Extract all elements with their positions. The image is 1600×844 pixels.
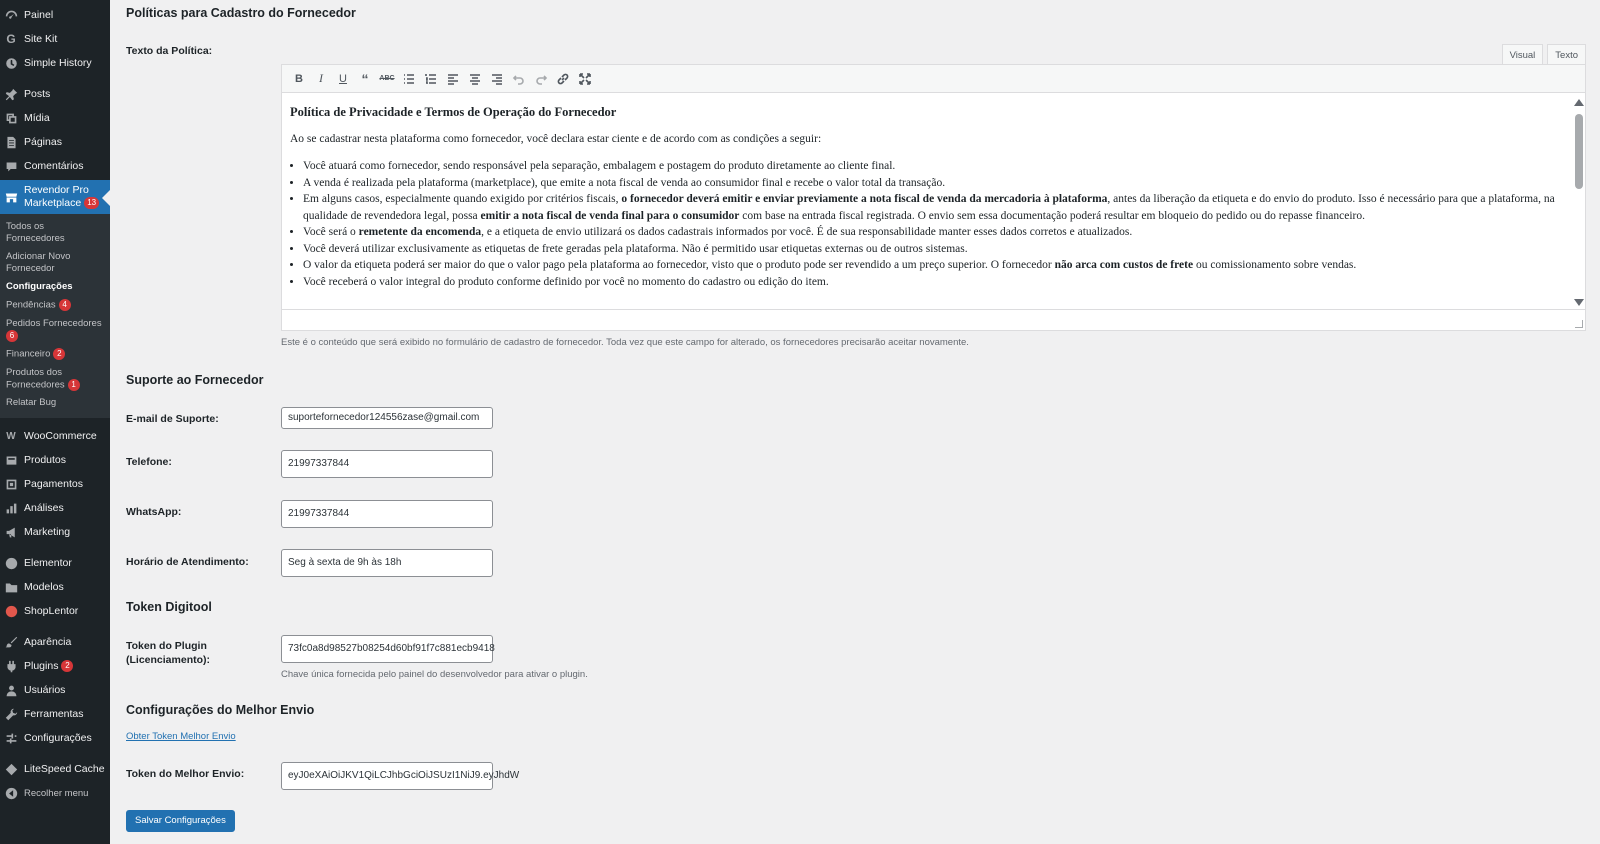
scroll-thumb[interactable]: [1575, 114, 1583, 189]
woo-icon: W: [6, 430, 16, 442]
hours-label: Horário de Atendimento:: [126, 556, 249, 568]
plugins-badge: 2: [61, 660, 73, 672]
policy-heading: Política de Privacidade e Termos de Operação do Fornecedor: [290, 105, 617, 119]
list-item: • Você deverá utilizar exclusivamente as etiquetas de frete geradas pela plataforma. Não é permitido usar etiquetas externas ou de outros sistemas.: [303, 241, 1565, 258]
support-section-title: Suporte ao Fornecedor: [126, 373, 264, 387]
products-icon: [4, 453, 18, 467]
link-icon[interactable]: [552, 68, 574, 90]
pages-icon: [4, 135, 18, 149]
policy-intro: Ao se cadastrar nesta plataforma como fornecedor, você declara estar ciente e de acordo com as condições a seguir:: [290, 132, 822, 145]
revendor-submenu: [0, 214, 110, 418]
numbered-list-icon[interactable]: [420, 68, 442, 90]
menu-produtos[interactable]: Produtos: [0, 448, 110, 472]
menu-pagamentos[interactable]: Pagamentos: [0, 472, 110, 496]
submenu-produtos-fornecedores[interactable]: Produtos dos Fornecedores 1: [0, 364, 90, 395]
token-label: Token do Plugin (Licenciamento):: [126, 640, 211, 666]
undo-icon[interactable]: [508, 68, 530, 90]
menu-comentarios[interactable]: Comentários: [0, 154, 110, 178]
revendor-badge: 13: [84, 197, 99, 209]
folder-icon: [4, 580, 18, 594]
phone-label: Telefone:: [126, 456, 172, 468]
payments-icon: [4, 477, 18, 491]
policy-editor: [281, 64, 1586, 331]
media-icon: [4, 111, 18, 125]
list-item: • O valor da etiqueta poderá ser maior do que o valor pago pela plataforma ao fornecedor, visto que o produto pode ser revendido a um preço superior. O fornecedor não arca com custos de frete ou comissionamento sobre vendas.: [303, 257, 1565, 274]
token-field[interactable]: 73fc0a8d98527b08254d60bf91f7c881ecb9418: [281, 635, 493, 663]
melhor-envio-token-field[interactable]: eyJ0eXAiOiJKV1QiLCJhbGciOiJSUzI1NiJ9.eyJhdW: [281, 762, 493, 790]
user-icon: [4, 683, 18, 697]
blockquote-icon[interactable]: “: [361, 70, 369, 87]
email-label: E-mail de Suporte:: [126, 413, 219, 425]
editor-tabs: [1498, 44, 1586, 66]
phone-field[interactable]: 21997337844: [281, 450, 493, 478]
menu-revendor-pro[interactable]: Revendor Pro Marketplace 13: [0, 180, 110, 214]
submenu-configuracoes[interactable]: Configurações: [6, 281, 73, 292]
dashboard-icon: [4, 8, 18, 22]
editor-content[interactable]: [282, 94, 1573, 310]
pin-icon: [4, 87, 18, 101]
menu-plugins[interactable]: Plugins 2: [0, 654, 110, 678]
collapse-icon: [4, 786, 18, 800]
submenu-pedidos-fornecedores[interactable]: Pedidos Fornecedores 6: [6, 317, 102, 340]
google-g-icon: G: [6, 32, 16, 46]
financeiro-badge: 2: [53, 348, 65, 360]
submenu-relatar-bug[interactable]: Relatar Bug: [6, 397, 57, 409]
align-center-icon[interactable]: [464, 68, 486, 90]
bullet-list-icon[interactable]: [398, 68, 420, 90]
align-left-icon[interactable]: [442, 68, 464, 90]
menu-configuracoes[interactable]: Configurações: [0, 726, 110, 750]
menu-litespeed-cache[interactable]: LiteSpeed Cache: [0, 757, 110, 781]
italic-icon[interactable]: I: [319, 71, 323, 85]
token-description: Chave única fornecida pelo painel do desenvolvedor para ativar o plugin.: [281, 669, 588, 680]
tab-texto[interactable]: Texto: [1547, 44, 1586, 66]
admin-sidebar: [0, 0, 110, 844]
submenu-pendencias[interactable]: Pendências 4: [0, 296, 110, 315]
store-icon: [4, 190, 18, 204]
list-item: • Em alguns casos, especialmente quando exigido por critérios fiscais, o fornecedor deverá emitir e enviar previamente a nota fiscal de venda da mercadoria à plataforma, antes da liberação da etiqueta e do envio do produto. Isso é necessário para que a plataforma, na qualidade de revendedora legal, possa emitir a nota fiscal de venda final para o consumidor com base na entrada fiscal registrada. O envio sem essa documentação poderá resultar em bloqueio do pedido ou do repasse financeiro.: [303, 191, 1565, 224]
bold-icon[interactable]: B: [295, 72, 303, 85]
policy-label: Texto da Política:: [126, 45, 213, 57]
menu-painel[interactable]: Painel: [0, 3, 110, 27]
hours-field[interactable]: Seg à sexta de 9h às 18h: [281, 549, 493, 577]
redo-icon[interactable]: [530, 68, 552, 90]
policy-section-title: Políticas para Cadastro do Fornecedor: [126, 6, 356, 20]
fullscreen-icon[interactable]: [574, 68, 596, 90]
main-content: [110, 0, 1600, 844]
history-icon: [4, 56, 18, 70]
menu-marketing[interactable]: Marketing: [0, 520, 110, 544]
settings-icon: [4, 731, 18, 745]
list-item: • A venda é realizada pela plataforma (marketplace), que emite a nota fiscal de venda ao consumidor final e recebe o valor total da transação.: [303, 175, 1565, 192]
plugin-icon: [4, 659, 18, 673]
token-section-title: Token Digitool: [126, 600, 212, 614]
scroll-down-icon[interactable]: [1574, 299, 1584, 306]
underline-icon[interactable]: U: [339, 72, 347, 85]
shoplentor-icon: [4, 604, 18, 618]
melhor-envio-section-title: Configurações do Melhor Envio: [126, 703, 315, 717]
submenu-financeiro[interactable]: Financeiro 2: [0, 345, 110, 364]
save-button[interactable]: Salvar Configurações: [126, 810, 235, 832]
diamond-icon: [4, 762, 18, 776]
megaphone-icon: [4, 525, 18, 539]
pendencias-badge: 4: [59, 299, 71, 311]
menu-recolher[interactable]: Recolher menu: [0, 781, 110, 805]
comment-icon: [4, 159, 18, 173]
menu-paginas[interactable]: Páginas: [0, 130, 110, 154]
list-item: • Você atuará como fornecedor, sendo responsável pela separação, embalagem e postagem do produto diretamente ao cliente final.: [303, 158, 1565, 175]
brush-icon: [4, 635, 18, 649]
whatsapp-field[interactable]: 21997337844: [281, 500, 493, 528]
strikethrough-icon[interactable]: ABC: [379, 75, 395, 82]
menu-posts[interactable]: Posts: [0, 82, 110, 106]
menu-site-kit[interactable]: G Site Kit: [0, 27, 110, 51]
menu-analises[interactable]: Análises: [0, 496, 110, 520]
menu-elementor[interactable]: Elementor: [0, 551, 110, 575]
resize-handle-icon[interactable]: [1575, 320, 1583, 328]
editor-scrollbar[interactable]: [1573, 94, 1585, 310]
elementor-icon: [4, 556, 18, 570]
menu-shoplentor[interactable]: ShopLentor: [0, 599, 110, 623]
whatsapp-label: WhatsApp:: [126, 506, 182, 518]
menu-woocommerce[interactable]: W WooCommerce: [0, 424, 110, 448]
menu-simple-history[interactable]: Simple History: [0, 51, 110, 75]
melhor-envio-label: Token do Melhor Envio:: [126, 768, 245, 780]
obter-token-link[interactable]: Obter Token Melhor Envio: [126, 731, 236, 742]
pedidos-badge: 6: [6, 330, 18, 342]
menu-midia[interactable]: Mídia: [0, 106, 110, 130]
tab-visual[interactable]: Visual: [1502, 44, 1544, 66]
analytics-icon: [4, 501, 18, 515]
align-right-icon[interactable]: [486, 68, 508, 90]
menu-aparencia[interactable]: Aparência: [0, 630, 110, 654]
policy-bullets: [290, 158, 1565, 290]
editor-statusbar: [282, 309, 1585, 330]
menu-modelos[interactable]: Modelos: [0, 575, 110, 599]
list-item: • Você será o remetente da encomenda, e a etiqueta de envio utilizará os dados cadastrais informados por você. É de sua responsabilidade manter esses dados corretos e atualizados.: [303, 224, 1565, 241]
menu-usuarios[interactable]: Usuários: [0, 678, 110, 702]
submenu-todos-fornecedores[interactable]: Todos os Fornecedores: [6, 221, 65, 244]
menu-ferramentas[interactable]: Ferramentas: [0, 702, 110, 726]
wrench-icon: [4, 707, 18, 721]
policy-description: Este é o conteúdo que será exibido no formulário de cadastro de fornecedor. Toda vez que este campo for alterado, os fornecedores precisarão aceitar novamente.: [281, 337, 969, 348]
submenu-adicionar-fornecedor[interactable]: Adicionar Novo Fornecedor: [6, 251, 71, 274]
scroll-up-icon[interactable]: [1574, 99, 1584, 106]
editor-toolbar: [282, 65, 1585, 93]
email-field[interactable]: suportefornecedor124556zase@gmail.com: [281, 407, 493, 429]
produtos-fornecedores-badge: 1: [68, 379, 80, 391]
list-item: • Você receberá o valor integral do produto conforme definido por você no momento do cadastro ou edição do item.: [303, 274, 1565, 291]
